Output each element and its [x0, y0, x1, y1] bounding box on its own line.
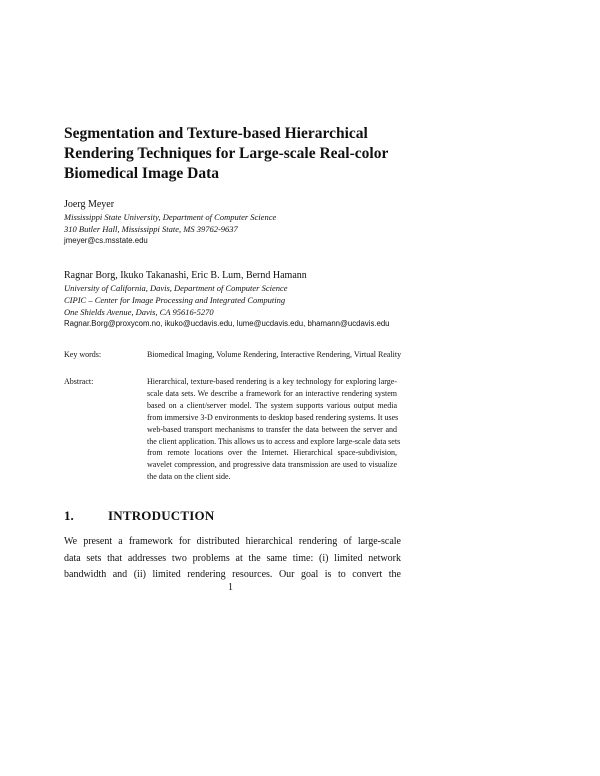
body-line: bandwidth and (ii) limited rendering resources. Our goal is to convert the — [64, 569, 401, 580]
title-line: Biomedical Image Data — [64, 165, 219, 182]
abstract-line: web-based transport mechanisms to transfer the data between the server and — [147, 424, 397, 434]
abstract-line: from remote locations over the Internet. Hierarchical space-subdivision, — [147, 448, 397, 458]
section-heading: INTRODUCTION — [108, 508, 215, 523]
author-affiliation: Mississippi State University, Department of Computer Science — [64, 212, 277, 222]
page-number: 1 — [228, 582, 233, 593]
coauthor-emails[interactable]: Ragnar.Borg@proxycom.no, ikuko@ucdavis.edu, lume@ucdavis.edu, bhamann@ucdavis.edu — [64, 319, 390, 328]
abstract-line: based on a client/server model. The system supports various output media — [147, 400, 397, 410]
abstract-text — [147, 376, 401, 483]
abstract-line: scale data sets. We describe a framework for an interactive rendering system — [147, 388, 397, 398]
abstract-line: Hierarchical, texture-based rendering is a key technology for exploring large- — [147, 377, 397, 386]
body-line: data sets that addresses two problems at the same time: (i) limited network — [64, 552, 401, 564]
author-email[interactable]: jmeyer@cs.msstate.edu — [64, 236, 148, 245]
keywords-text: Biomedical Imaging, Volume Rendering, Interactive Rendering, Virtual Reality — [147, 350, 402, 359]
abstract-label: Abstract: — [64, 377, 94, 386]
coauthor-affiliation: University of California, Davis, Department of Computer Science — [64, 283, 288, 293]
section-number: 1. — [64, 508, 74, 523]
body-line: We present a framework for distributed hierarchical rendering of large-scale — [64, 536, 401, 547]
coauthor-names: Ragnar Borg, Ikuko Takanashi, Eric B. Lum, Bernd Hamann — [64, 270, 307, 281]
abstract-line: wavelet compression, and progressive data transmission are used to visualize — [147, 460, 397, 470]
abstract-line: the client application. This allows us to access and explore large-scale data sets — [147, 436, 401, 446]
keywords-label: Key words: — [64, 350, 102, 359]
author-name: Joerg Meyer — [64, 199, 115, 210]
author-address: 310 Butler Hall, Mississippi State, MS 39762-9637 — [64, 224, 238, 234]
abstract-line: from immersive 3-D environments to desktop based rendering systems. It uses — [147, 412, 399, 422]
body-paragraph — [64, 534, 401, 584]
paper-title — [64, 124, 389, 184]
title-line: Rendering Techniques for Large-scale Real-color — [64, 145, 389, 162]
coauthor-address: One Shields Avenue, Davis, CA 95616-5270 — [64, 307, 214, 317]
coauthor-center: CIPIC – Center for Image Processing and Integrated Computing — [64, 295, 286, 305]
abstract-line: the data on the client side. — [147, 472, 231, 482]
title-line: Segmentation and Texture-based Hierarchical — [64, 125, 368, 142]
